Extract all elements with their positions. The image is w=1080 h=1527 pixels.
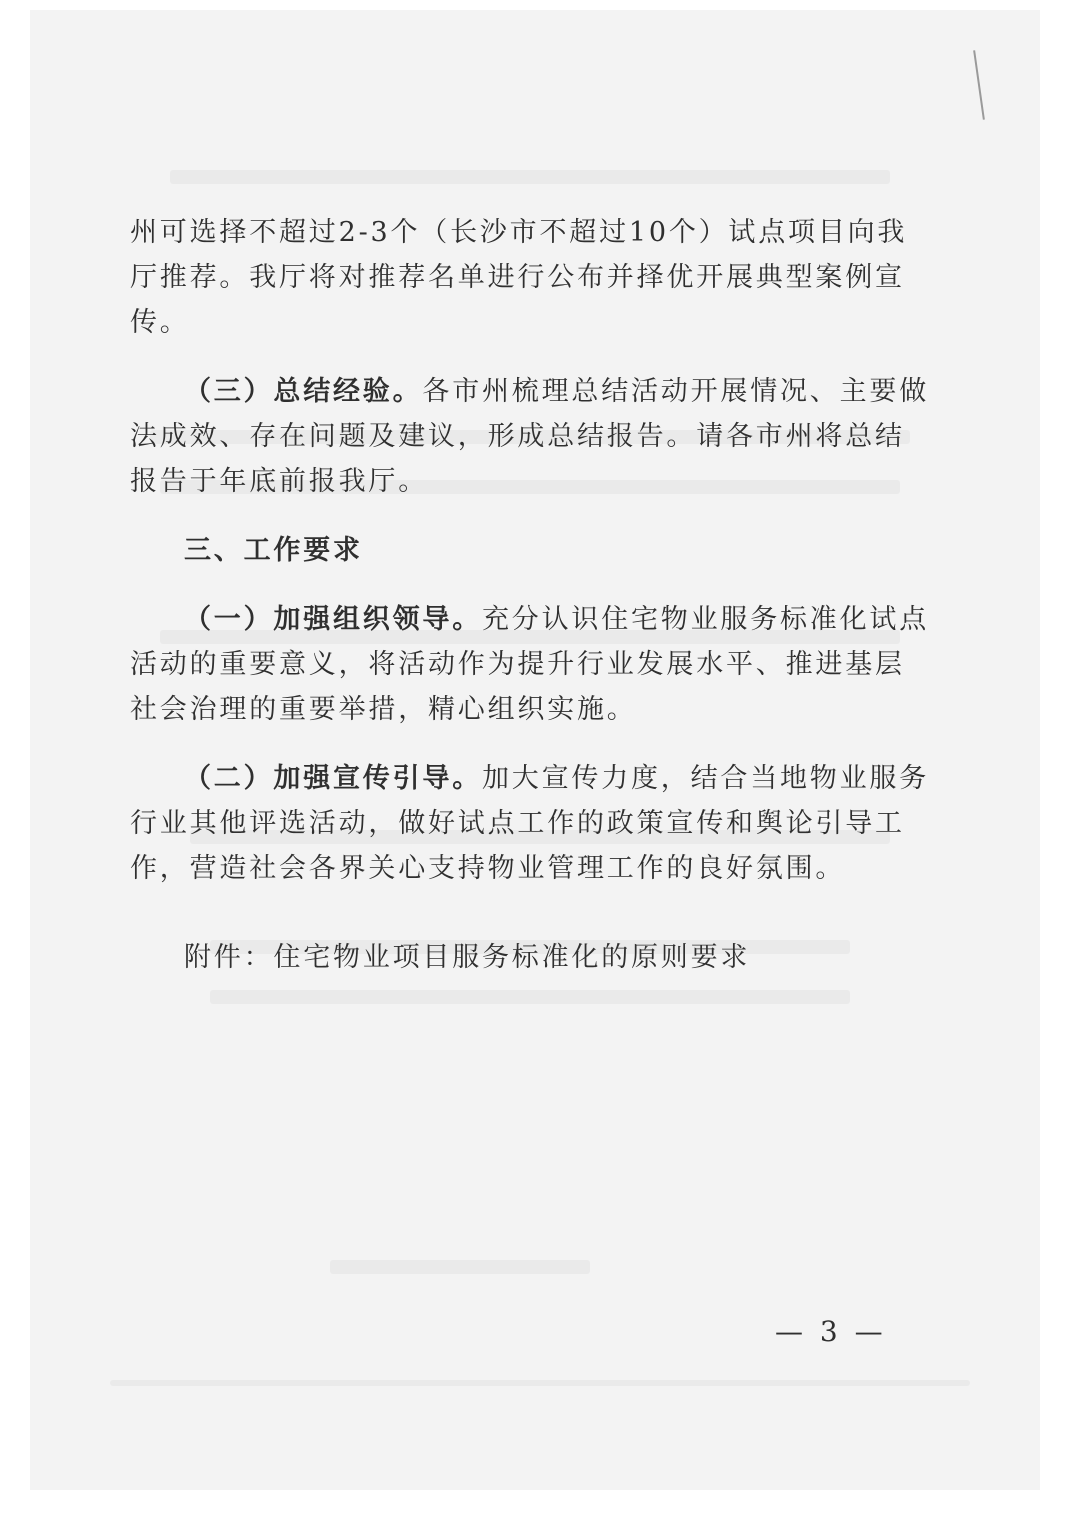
document-page xyxy=(30,10,1040,1490)
scan-mark xyxy=(973,50,985,120)
page-number: — 3 — xyxy=(775,1315,887,1348)
paragraph-organization xyxy=(130,597,930,732)
paragraph-body: 各市州梳理总结活动开展情况、主要做法成效、存在问题及建议，形成总结报告。请各市州将总结报告于年底前报我厅。 xyxy=(130,376,930,497)
section-heading: 三、工作要求 xyxy=(184,535,363,566)
attachment-line: 附件：住宅物业项目服务标准化的原则要求 xyxy=(184,942,751,973)
paragraph-summary xyxy=(130,369,930,504)
paragraph-body: 加大宣传力度，结合当地物业服务行业其他评选活动，做好试点工作的政策宣传和舆论引导工作，营造社会各界关心支持物业管理工作的良好氛围。 xyxy=(130,763,929,884)
paragraph-publicity xyxy=(130,756,930,891)
paragraph-lead: （三）总结经验。 xyxy=(184,376,423,407)
bleed-through-mark xyxy=(170,170,890,184)
document-body xyxy=(130,210,930,1004)
paragraph-body: 充分认识住宅物业服务标准化试点活动的重要意义，将活动作为提升行业发展水平、推进基层社会治理的重要举措，精心组织实施。 xyxy=(130,604,929,725)
paragraph-lead: （一）加强组织领导。 xyxy=(184,604,482,635)
paragraph-lead: （二）加强宣传引导。 xyxy=(184,763,482,794)
paragraph-continuation: 州可选择不超过2-3个（长沙市不超过10个）试点项目向我厅推荐。我厅将对推荐名单进行公布并择优开展典型案例宣传。 xyxy=(130,217,908,338)
bleed-through-mark xyxy=(330,1260,590,1274)
bleed-through-mark xyxy=(110,1380,970,1386)
